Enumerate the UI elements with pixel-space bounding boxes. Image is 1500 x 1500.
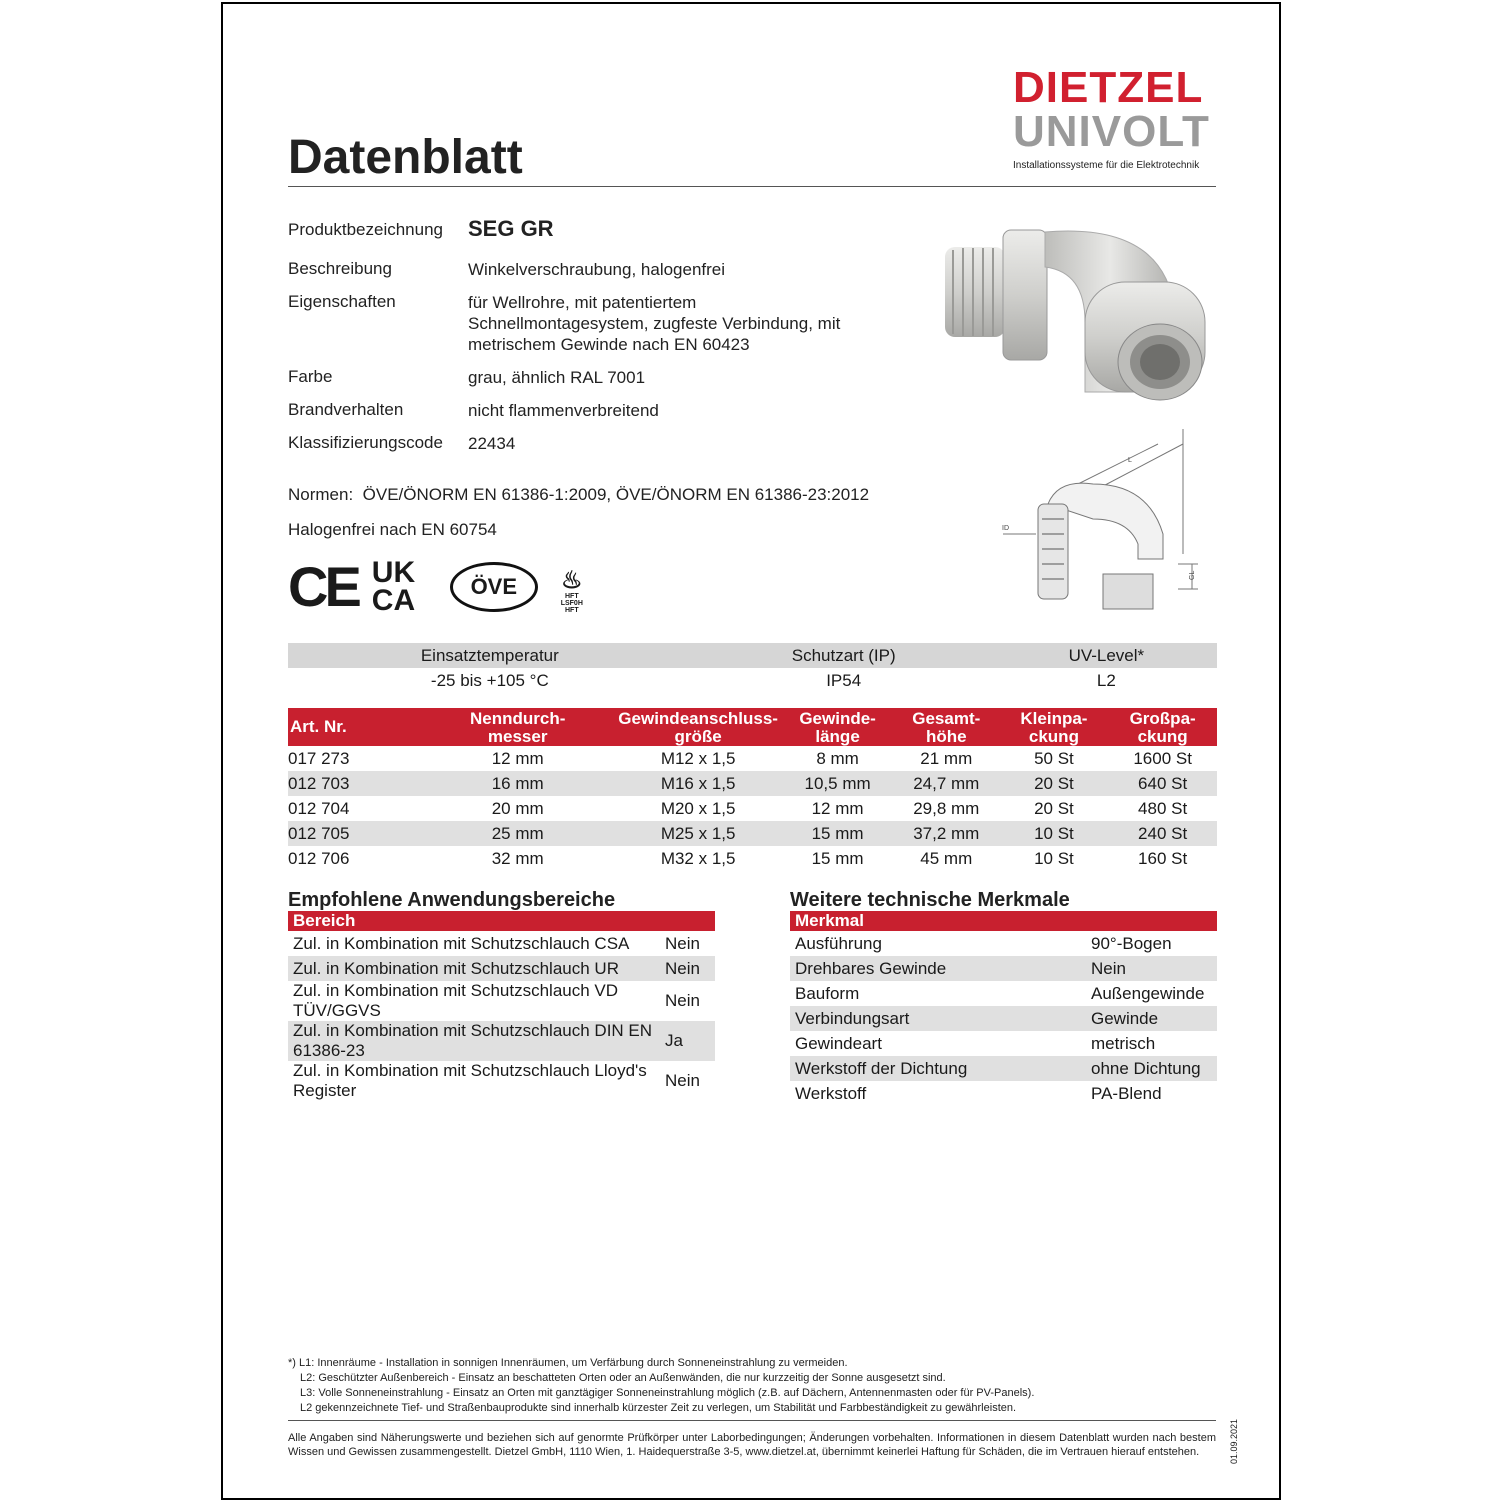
th-large-pack xyxy=(1108,708,1217,746)
th-thread-size xyxy=(614,708,782,746)
table-cell: 20 mm xyxy=(491,798,544,818)
table-cell: 017 273 xyxy=(288,748,350,768)
operating-conditions-table xyxy=(288,643,1217,693)
table-cell: 32 mm xyxy=(491,848,544,868)
table-row xyxy=(288,1021,715,1061)
description: Winkelverschraubung, halogenfrei xyxy=(468,260,726,279)
table-cell: Drehbares Gewinde xyxy=(790,956,1086,981)
th-total-height xyxy=(893,708,1000,746)
table-cell: Zul. in Kombination mit Schutzschlauch Lloyd's Register xyxy=(293,1061,647,1100)
th-uv-level: UV-Level* xyxy=(996,643,1217,668)
ukca-mark xyxy=(371,556,436,617)
table-cell: Bauform xyxy=(795,983,860,1003)
th-line: größe xyxy=(674,727,722,746)
table-cell: 37,2 mm xyxy=(893,821,1000,846)
table-row xyxy=(288,746,1217,771)
certification-marks xyxy=(288,556,592,618)
table-cell: Verbindungsart xyxy=(790,1006,1086,1031)
th-area: Bereich xyxy=(288,911,715,931)
logo-tagline: Installationssysteme für die Elektrotechnik xyxy=(1013,160,1200,171)
table-cell: 20 St xyxy=(1034,798,1074,818)
table-cell: Zul. in Kombination mit Schutzschlauch VD TÜV/GGVS xyxy=(293,981,619,1020)
table-cell: 15 mm xyxy=(782,821,893,846)
table-row xyxy=(288,771,1217,796)
table-row xyxy=(288,846,1217,871)
table-row xyxy=(790,1031,1217,1056)
table-cell: Ja xyxy=(660,1021,715,1061)
th-line: ckung xyxy=(1028,727,1079,746)
td-temperature: -25 bis +105 °C xyxy=(430,670,549,690)
properties-line-1: für Wellrohre, mit patentiertem xyxy=(468,293,697,312)
label-color: Farbe xyxy=(288,367,333,386)
flame-icon: ♨ xyxy=(561,567,583,594)
hft-top: HFT xyxy=(564,593,579,600)
uv-level-footnote xyxy=(288,1356,1034,1416)
table-cell: Nein xyxy=(665,991,700,1010)
table-cell: ohne Dichtung xyxy=(1086,1056,1217,1081)
table-cell: 10,5 mm xyxy=(782,771,893,796)
table-row xyxy=(790,1006,1217,1031)
table-row xyxy=(288,931,715,956)
logo-line-2: UNIVOLT xyxy=(1013,107,1210,156)
table-cell: 160 St xyxy=(1138,848,1188,868)
ce-mark: CE xyxy=(288,555,358,618)
table-cell: M16 x 1,5 xyxy=(614,771,782,796)
th-line: Nenndurch- xyxy=(469,709,566,728)
table-cell: 240 St xyxy=(1108,821,1217,846)
properties-line-3: metrischem Gewinde nach EN 60423 xyxy=(468,335,750,354)
product-photo xyxy=(935,212,1225,407)
table-cell: Außengewinde xyxy=(1091,983,1205,1003)
table-cell: 8 mm xyxy=(816,748,859,768)
hft-mid: LSF0H xyxy=(560,600,583,607)
table-row xyxy=(790,1081,1217,1106)
title-divider xyxy=(288,186,1216,187)
product-name: SEG GR xyxy=(468,216,554,241)
th-line: messer xyxy=(487,727,548,746)
table-cell: Werkstoff xyxy=(795,1083,867,1103)
table-cell: Werkstoff der Dichtung xyxy=(790,1056,1086,1081)
table-cell: 15 mm xyxy=(811,848,864,868)
footnote-line: L2 gekennzeichnete Tief- und Straßenbauprodukte sind innerhalb kürzester Zeit zu verlegen, um Stabilität und Farbbeständigkeit zu gewährleisten. xyxy=(300,1402,1017,1414)
company-logo xyxy=(1013,63,1223,171)
table-cell: Zul. in Kombination mit Schutzschlauch CSA xyxy=(293,933,630,953)
table-cell: 012 705 xyxy=(288,821,421,846)
table-cell: Nein xyxy=(665,1071,700,1090)
th-article-number: Art. Nr. xyxy=(288,708,421,746)
classification-code: 22434 xyxy=(468,434,516,453)
ove-mark: ÖVE xyxy=(450,562,538,612)
drawing-label-gl: GL xyxy=(1189,570,1196,580)
table-cell: M25 x 1,5 xyxy=(614,821,782,846)
ukca-bottom: CA xyxy=(371,584,416,617)
table-cell: 20 St xyxy=(1000,771,1109,796)
halogen-free-note: Halogenfrei nach EN 60754 xyxy=(288,520,497,539)
table-cell: 12 mm xyxy=(491,748,544,768)
th-line: Großpa- xyxy=(1129,709,1196,728)
th-small-pack xyxy=(1000,708,1109,746)
ukca-top: UK xyxy=(371,556,416,589)
color-value: grau, ähnlich RAL 7001 xyxy=(468,368,646,387)
table-row xyxy=(790,956,1217,981)
applications-title: Empfohlene Anwendungsbereiche xyxy=(288,889,616,911)
article-table xyxy=(288,708,1217,871)
fire-behaviour: nicht flammenverbreitend xyxy=(468,401,659,420)
footnote-line: L2: Geschützter Außenbereich - Einsatz an beschatteten Orten oder an Außenwänden, die nur kurzzeitig der Sonne ausgesetzt sind. xyxy=(300,1372,946,1384)
technical-drawing xyxy=(998,424,1198,614)
table-cell: Zul. in Kombination mit Schutzschlauch DIN EN 61386-23 xyxy=(288,1021,660,1061)
table-cell: 012 703 xyxy=(288,771,421,796)
table-cell: 50 St xyxy=(1034,748,1074,768)
table-row xyxy=(288,956,715,981)
table-cell: M20 x 1,5 xyxy=(660,798,736,818)
logo-line-1: DIETZEL xyxy=(1013,63,1204,112)
features-title: Weitere technische Merkmale xyxy=(790,889,1070,911)
table-cell: Nein xyxy=(660,956,715,981)
table-cell: 45 mm xyxy=(920,848,973,868)
table-cell: Gewinde xyxy=(1086,1006,1217,1031)
table-cell: 25 mm xyxy=(421,821,614,846)
table-row xyxy=(790,931,1217,956)
table-cell: 640 St xyxy=(1108,771,1217,796)
hft-mark xyxy=(552,560,592,614)
td-uv-level: L2 xyxy=(1096,670,1116,690)
th-protection: Schutzart (IP) xyxy=(692,643,996,668)
th-temperature: Einsatztemperatur xyxy=(288,643,692,668)
properties-line-2: Schnellmontagesystem, zugfeste Verbindung, mit xyxy=(468,314,841,333)
hft-bottom: HFT xyxy=(564,607,579,614)
footnote-line: L3: Volle Sonneneinstrahlung - Einsatz an Orten mit ganztägiger Sonneneinstrahlung möglich (z.B. auf Dächern, Antennenmasten oder für PV-Panels). xyxy=(300,1387,1035,1399)
drawing-label-id: ID xyxy=(1002,525,1009,532)
footer-divider xyxy=(288,1420,1216,1421)
datasheet-page xyxy=(221,2,1281,1500)
table-cell: 21 mm xyxy=(920,748,973,768)
table-row xyxy=(790,1056,1217,1081)
applications-table xyxy=(288,911,715,1101)
table-row xyxy=(288,821,1217,846)
label-properties: Eigenschaften xyxy=(288,292,396,311)
label-fire-behaviour: Brandverhalten xyxy=(288,400,404,419)
table-cell: Gewindeart xyxy=(795,1033,882,1053)
features-table xyxy=(790,911,1217,1106)
th-nominal-diameter xyxy=(421,708,614,746)
properties xyxy=(468,292,840,355)
norms: Normen: ÖVE/ÖNORM EN 61386-1:2009, ÖVE/ÖNORM EN 61386-23:2012 xyxy=(288,485,870,504)
table-row xyxy=(288,796,1217,821)
table-cell: 12 mm xyxy=(811,798,864,818)
table-cell: Ausführung xyxy=(795,933,882,953)
table-cell: 29,8 mm xyxy=(913,798,980,818)
th-line: höhe xyxy=(925,727,967,746)
table-row xyxy=(288,1061,715,1101)
th-line: Kleinpa- xyxy=(1020,709,1088,728)
table-cell: 012 706 xyxy=(288,848,350,868)
label-classification-code: Klassifizierungscode xyxy=(288,433,443,452)
document-date: 01.09.2021 xyxy=(1229,1418,1239,1464)
td-protection: IP54 xyxy=(826,670,862,690)
table-cell: Nein xyxy=(665,933,700,953)
table-cell: PA-Blend xyxy=(1091,1083,1162,1103)
table-cell: 10 St xyxy=(1034,848,1074,868)
label-description: Beschreibung xyxy=(288,259,392,278)
th-thread-length xyxy=(782,708,893,746)
table-cell: M32 x 1,5 xyxy=(660,848,736,868)
table-cell: 1600 St xyxy=(1133,748,1192,768)
table-cell: Nein xyxy=(1086,956,1217,981)
th-line: länge xyxy=(815,727,860,746)
disclaimer: Alle Angaben sind Näherungswerte und beziehen sich auf genormte Prüfkörper unter Laborbedingungen; Änderungen vorbehalten. Informationen in diesem Datenblatt wurden nach bestem Wissen und Gewissen zusammengestellt. Dietzel GmbH, 1110 Wien, 1. Haidequerstraße 3-5, www.dietzel.at, übernimmt keinerlei Haftung für Schäden, die im Vertrauen hierauf entstehen. xyxy=(288,1432,1216,1458)
table-cell: 012 704 xyxy=(288,798,350,818)
footnote-line: *) L1: Innenräume - Installation in sonnigen Innenräumen, um Verfärbung durch Sonneneinstrahlung zu vermeiden. xyxy=(288,1357,848,1369)
th-line: Gewindeanschluss- xyxy=(618,709,778,728)
drawing-label-length: L xyxy=(1128,457,1132,464)
table-row xyxy=(288,981,715,1021)
th-line: Gesamt- xyxy=(912,709,981,728)
table-cell: M12 x 1,5 xyxy=(660,748,736,768)
table-cell: metrisch xyxy=(1091,1033,1156,1053)
th-feature: Merkmal xyxy=(790,911,1217,931)
table-cell: Zul. in Kombination mit Schutzschlauch UR xyxy=(288,956,660,981)
table-cell: 16 mm xyxy=(421,771,614,796)
th-line: Gewinde- xyxy=(799,709,876,728)
table-row xyxy=(790,981,1217,1006)
table-cell: 24,7 mm xyxy=(893,771,1000,796)
table-cell: 90°-Bogen xyxy=(1091,933,1172,953)
th-line: ckung xyxy=(1137,727,1188,746)
page-title: Datenblatt xyxy=(288,131,523,184)
table-cell: 480 St xyxy=(1138,798,1188,818)
label-product-name: Produktbezeichnung xyxy=(288,220,444,239)
table-cell: 10 St xyxy=(1000,821,1109,846)
